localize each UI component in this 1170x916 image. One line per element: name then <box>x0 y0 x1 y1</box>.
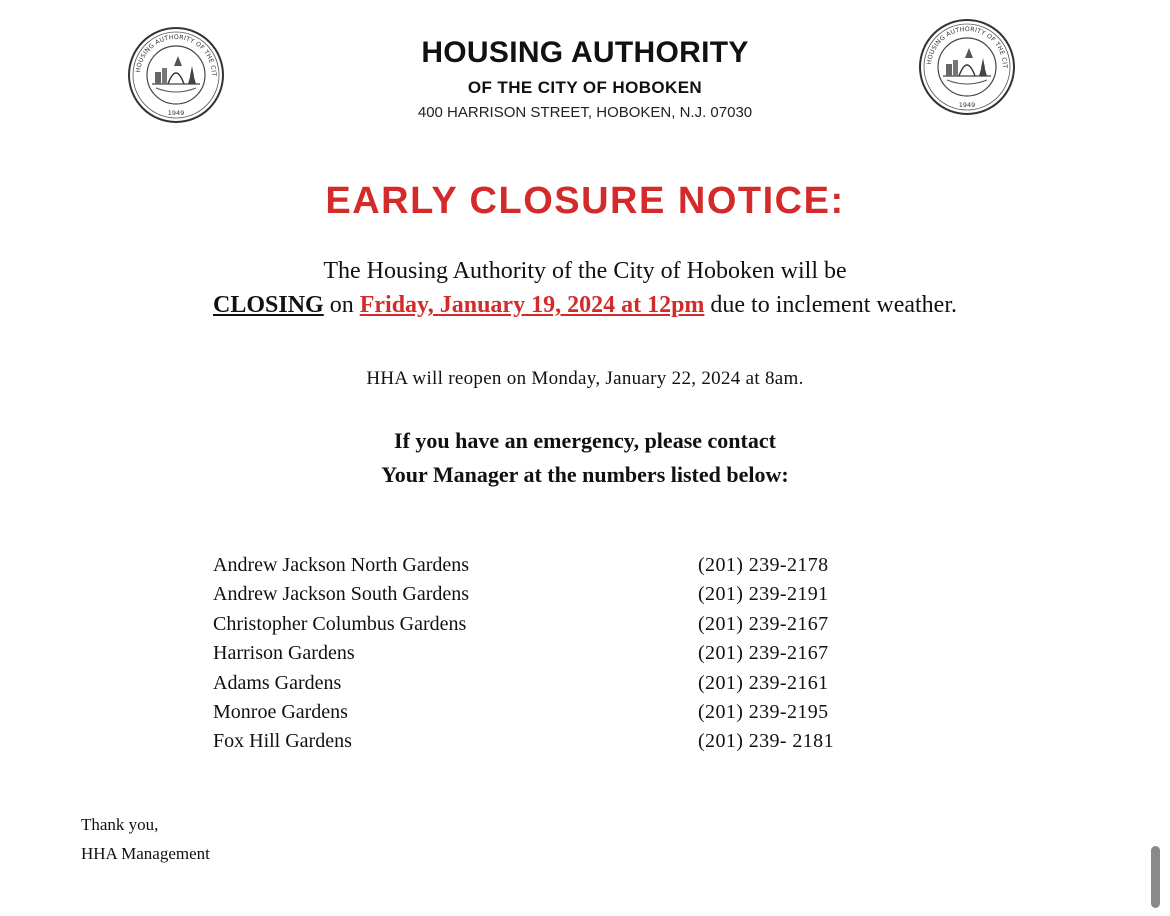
contact-name: Harrison Gardens <box>213 642 355 665</box>
scrollbar-thumb[interactable] <box>1151 846 1160 908</box>
svg-text:1949: 1949 <box>958 101 976 109</box>
contact-row <box>213 669 913 698</box>
contact-row <box>213 580 913 609</box>
closing-line <box>0 292 1170 319</box>
contact-row <box>213 639 913 668</box>
contact-name: Adams Gardens <box>213 671 342 694</box>
contact-row <box>213 698 913 727</box>
signature-line: HHA Management <box>81 844 210 863</box>
emergency-line-1: If you have an emergency, please contact <box>394 428 776 453</box>
contact-name: Monroe Gardens <box>213 700 348 723</box>
contact-name: Christopher Columbus Gardens <box>213 612 467 635</box>
closing-reason: due to inclement weather. <box>704 292 957 318</box>
svg-text:1949: 1949 <box>167 109 185 117</box>
contact-phone: (201) 239-2191 <box>698 583 829 606</box>
contact-phone: (201) 239-2195 <box>698 700 829 723</box>
contact-name: Fox Hill Gardens <box>213 730 352 753</box>
svg-text:HOUSING AUTHORITY OF THE CITY: HOUSING AUTHORITY OF THE CIT <box>135 33 218 77</box>
organization-subtitle: OF THE CITY OF HOBOKEN <box>467 78 703 97</box>
on-word: on <box>323 292 360 318</box>
emergency-line-2: Your Manager at the numbers listed below: <box>381 462 789 487</box>
contact-phone: (201) 239-2167 <box>698 642 829 665</box>
contact-phone: (201) 239-2178 <box>698 554 829 576</box>
contact-row <box>213 610 913 639</box>
contact-name: Andrew Jackson South Gardens <box>213 583 470 606</box>
reopen-line: HHA will reopen on Monday, January 22, 2024 at 8am. <box>366 368 804 389</box>
svg-text:HOUSING AUTHORITY OF THE CITY: HOUSING AUTHORITY OF THE CIT <box>926 25 1009 69</box>
contact-row <box>213 727 913 756</box>
thanks-line: Thank you, <box>81 815 159 834</box>
closing-date: Friday, January 19, 2024 at 12pm <box>359 292 705 318</box>
intro-line: The Housing Authority of the City of Hoboken will be <box>323 258 847 284</box>
contact-phone: (201) 239-2167 <box>698 612 829 635</box>
organization-address: 400 HARRISON STREET, HOBOKEN, N.J. 07030 <box>417 104 753 121</box>
notice-title: EARLY CLOSURE NOTICE: <box>325 180 845 222</box>
contacts-list <box>213 551 913 757</box>
contact-row <box>213 551 913 580</box>
contact-name: Andrew Jackson North Gardens <box>213 554 470 576</box>
closing-word: CLOSING <box>213 292 324 318</box>
contact-phone: (201) 239-2161 <box>698 671 829 694</box>
contact-phone: (201) 239- 2181 <box>698 730 834 753</box>
organization-name: HOUSING AUTHORITY <box>421 36 749 69</box>
